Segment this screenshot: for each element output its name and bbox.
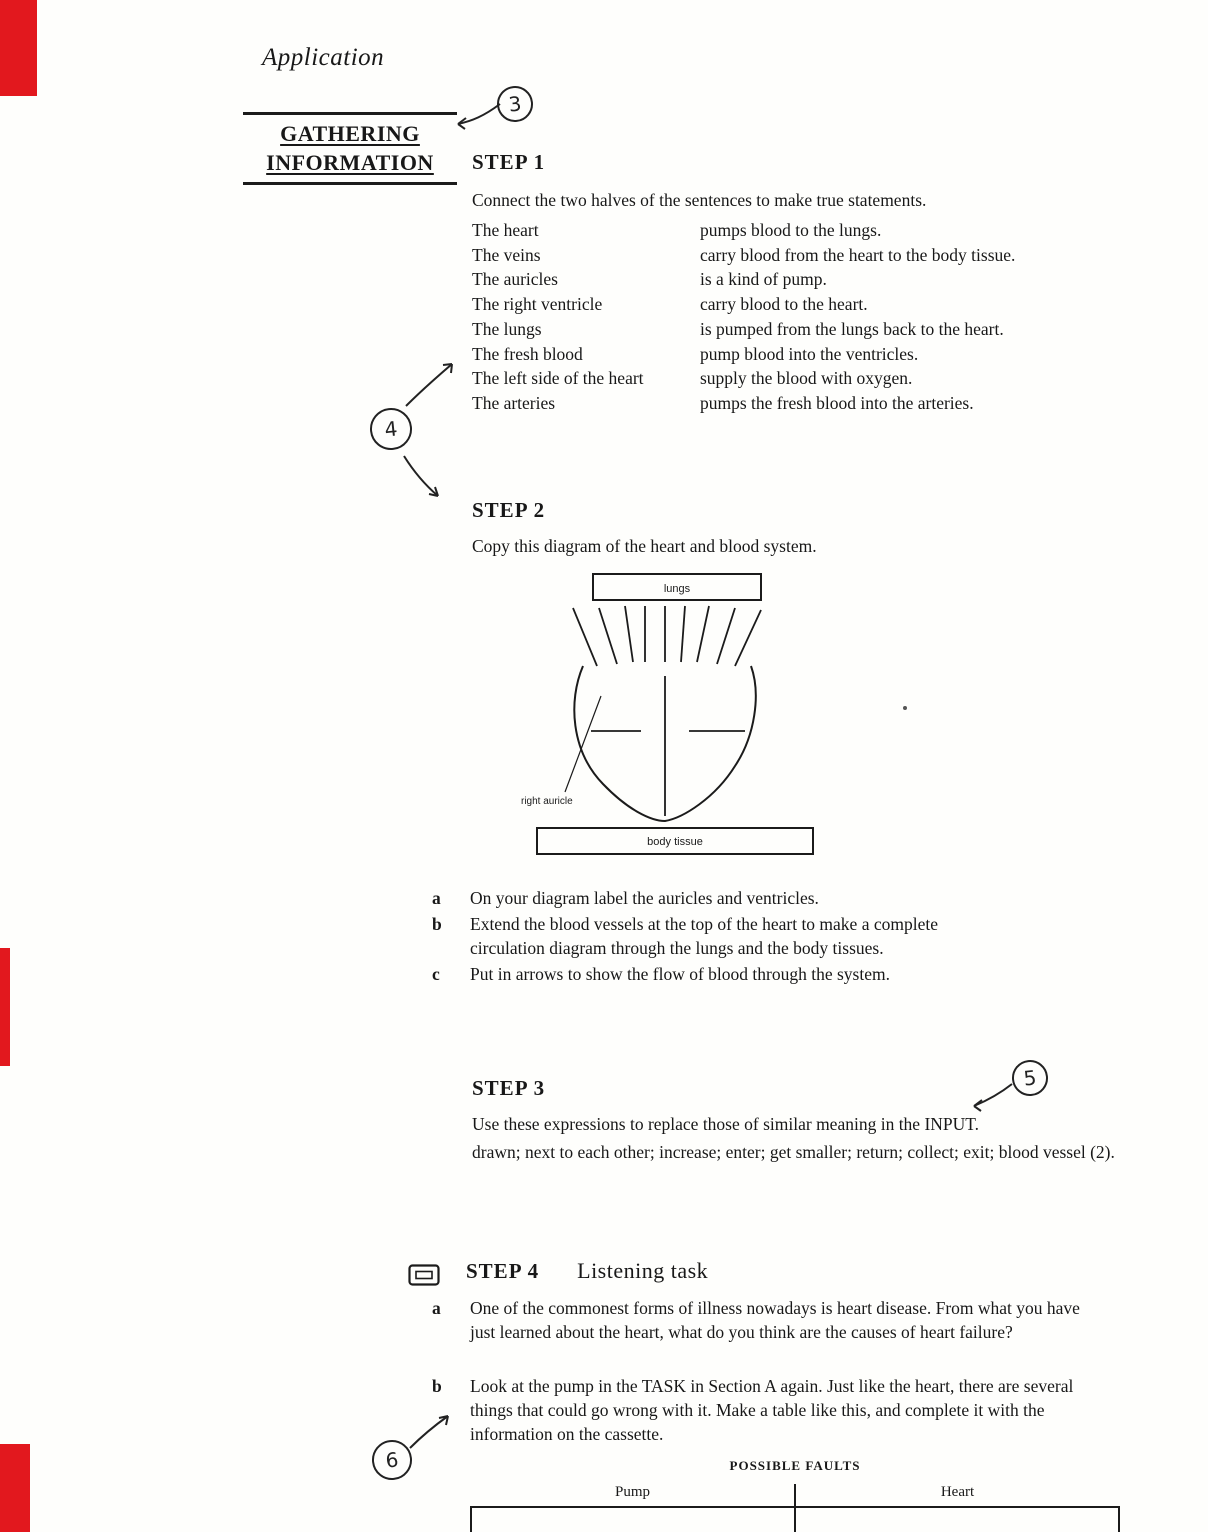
task-letter: a — [432, 1298, 441, 1318]
step2-task-a — [432, 886, 1052, 910]
task-letter: b — [432, 1376, 442, 1396]
section-header-line2: INFORMATION — [266, 150, 434, 175]
step4-subtitle: Listening task — [577, 1258, 709, 1283]
task-text: Put in arrows to show the flow of blood through the system. — [470, 964, 890, 984]
task-letter: a — [432, 888, 441, 908]
handwritten-number-5 — [1010, 1058, 1050, 1098]
body-tissue-label: body tissue — [647, 836, 703, 848]
right-auricle-label: right auricle — [521, 796, 573, 807]
match-row — [472, 342, 1132, 367]
match-left: The auricles — [472, 269, 558, 290]
scan-speck — [903, 706, 907, 710]
faults-table-divider — [794, 1484, 796, 1532]
faults-col-heart: Heart — [940, 1484, 975, 1500]
step4-heading: STEP 4 — [466, 1259, 540, 1283]
step3-intro: Use these expressions to replace those of similar meaning in the INPUT. — [472, 1114, 980, 1134]
match-left: The fresh blood — [472, 343, 583, 364]
step2-heading: STEP 2 — [472, 498, 546, 522]
task-letter: c — [432, 964, 440, 984]
scan-artifact-bottom-left — [0, 1444, 30, 1532]
match-right: is pumped from the lungs back to the heart. — [700, 318, 1004, 339]
cassette-icon — [408, 1264, 440, 1286]
match-left: The lungs — [472, 318, 542, 339]
handwritten-arrow-3-icon — [450, 100, 502, 130]
match-row — [472, 391, 1132, 416]
step4-heading-row — [466, 1258, 708, 1284]
task-text: Extend the blood vessels at the top of the heart to make a complete circulation diagram through the lungs and the body tissues. — [470, 914, 938, 958]
step2-task-b — [432, 912, 1052, 960]
match-right: supply the blood with oxygen. — [700, 368, 913, 389]
handwritten-number-3-label: 3 — [507, 91, 523, 117]
handwritten-number-4 — [368, 406, 414, 452]
step1-heading: STEP 1 — [472, 150, 546, 174]
scan-artifact-top-left — [0, 0, 37, 96]
match-right: pumps the fresh blood into the arteries. — [700, 392, 974, 413]
lungs-label: lungs — [663, 583, 691, 595]
match-row — [472, 267, 1132, 292]
step4-task-b — [432, 1374, 1112, 1446]
match-left: The heart — [472, 220, 539, 240]
scan-artifact-mid-left — [0, 948, 10, 1066]
section-header-line1: GATHERING — [280, 121, 420, 146]
handwritten-arrow-4-down-icon — [398, 452, 450, 500]
task-letter: b — [432, 914, 442, 934]
handwritten-arrow-5-icon — [966, 1080, 1016, 1112]
match-left: The left side of the heart — [472, 368, 644, 389]
faults-table-left-border — [470, 1506, 472, 1532]
step4-task-a — [432, 1296, 1112, 1344]
handwritten-arrow-6-icon — [404, 1410, 456, 1452]
handwritten-number-4-label: 4 — [383, 416, 399, 442]
step1-intro: Connect the two halves of the sentences to make true statements. — [472, 190, 927, 210]
handwritten-arrow-4-up-icon — [400, 356, 460, 410]
step3-expressions: drawn; next to each other; increase; enter; get smaller; return; collect; exit; blood vessel (2). — [472, 1142, 1115, 1162]
section-header — [243, 112, 457, 185]
match-right: carry blood from the heart to the body tissue. — [700, 244, 1016, 265]
match-row — [472, 317, 1132, 342]
page-title: Application — [262, 44, 385, 71]
task-text: Look at the pump in the TASK in Section A again. Just like the heart, there are several things that could go wrong with it. Make a table like this, and complete it with the information on the cassette. — [470, 1376, 1074, 1444]
match-row — [472, 218, 1132, 243]
match-right: carry blood to the heart. — [700, 294, 868, 315]
heart-diagram — [458, 566, 888, 876]
faults-table-caption: POSSIBLE FAULTS — [729, 1458, 861, 1473]
match-right: pumps blood to the lungs. — [700, 220, 882, 240]
match-row — [472, 292, 1132, 317]
task-text: One of the commonest forms of illness nowadays is heart disease. From what you have just learned about the heart, what do you think are the causes of heart failure? — [470, 1298, 1080, 1342]
faults-table-right-border — [1118, 1506, 1120, 1532]
faults-col-pump: Pump — [614, 1484, 650, 1500]
handwritten-number-5-label: 5 — [1022, 1065, 1038, 1091]
match-left: The right ventricle — [472, 294, 603, 315]
step1-matching-list — [472, 218, 1132, 416]
task-text: On your diagram label the auricles and ventricles. — [470, 888, 819, 908]
match-row — [472, 243, 1132, 268]
match-left: The veins — [472, 244, 541, 265]
step2-task-c — [432, 962, 1052, 986]
match-row — [472, 366, 1132, 391]
match-left: The arteries — [472, 392, 556, 413]
match-right: pump blood into the ventricles. — [700, 343, 919, 364]
step3-heading: STEP 3 — [472, 1076, 546, 1100]
match-right: is a kind of pump. — [700, 269, 827, 290]
step2-intro: Copy this diagram of the heart and blood system. — [472, 536, 817, 556]
handwritten-number-6-label: 6 — [384, 1447, 400, 1473]
